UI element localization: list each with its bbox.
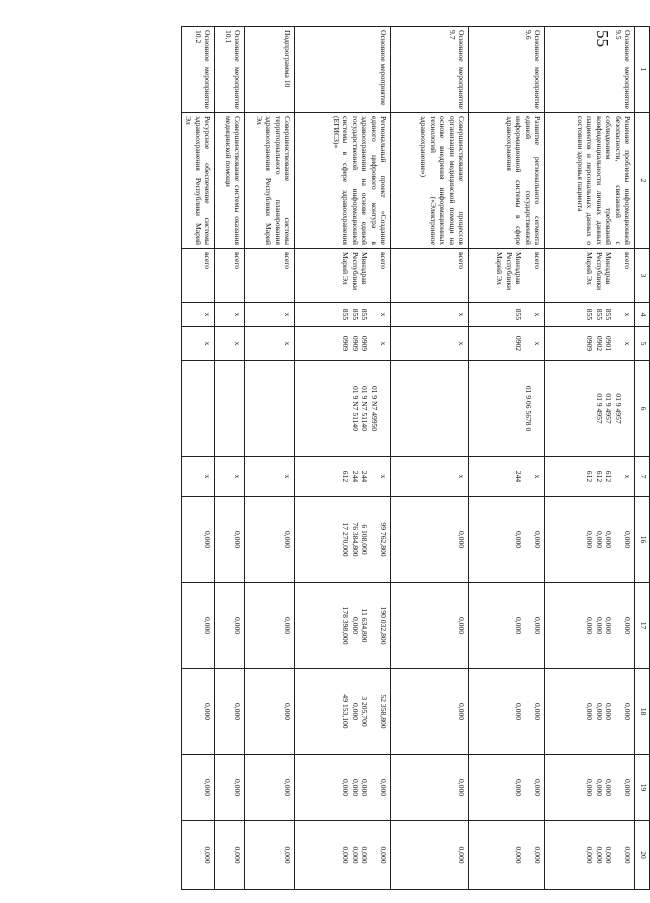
line-gap: [523, 824, 532, 886]
header-17: 17: [635, 583, 650, 669]
cell-c7-line: х: [623, 474, 632, 479]
executor-line: всего: [533, 252, 542, 270]
cell-c6-line: 01 9 4957: [594, 393, 604, 424]
cell-c7-line: х: [233, 474, 242, 479]
cell-c5: [545, 327, 635, 361]
cell-c7: [469, 457, 545, 497]
cell-c20: [215, 821, 245, 890]
cell-c4: [215, 303, 245, 327]
cell-c20-line: 0,000: [379, 846, 388, 864]
cell-c19-line: 0,000: [604, 778, 614, 797]
cell-c20: [545, 821, 635, 890]
cell-c16-line: 6 108,000: [360, 524, 370, 555]
cell-c17-line: 0,000: [514, 616, 524, 635]
row-description-cell: Совершенствование системы территориального планирования здравоохранения Республики Марий Эл: [245, 113, 295, 249]
cell-c4-line: х: [203, 312, 212, 317]
cell-c20: [295, 821, 391, 890]
line-gap: [379, 364, 388, 453]
cell-c16: [469, 497, 545, 583]
cell-c16-line: 0,000: [623, 530, 632, 549]
cell-c20-line: 0,000: [514, 846, 524, 864]
cell-c16-line: 0,000: [203, 530, 212, 549]
cell-c16: [245, 497, 295, 583]
cell-c19-line: 0,000: [514, 778, 524, 797]
line-gap: [613, 758, 622, 817]
cell-c20-line: 0,000: [533, 846, 542, 864]
cell-c18-line: 49 153,100: [341, 694, 351, 729]
cell-c6-line: 01 9 4957: [604, 393, 614, 424]
cell-c5-line: 0902: [514, 335, 524, 352]
cell-c7-line: х: [379, 474, 388, 479]
cell-c5-line: х: [283, 341, 292, 346]
cell-c5-line: х: [623, 341, 632, 346]
line-gap: [523, 330, 532, 357]
cell-c17-line: 0,000: [604, 616, 614, 635]
cell-c16: [181, 497, 214, 583]
cell-c19-line: 0,000: [360, 778, 370, 797]
cell-c19-line: 0,000: [623, 778, 632, 797]
cell-c19: [545, 755, 635, 821]
executor-cell: [545, 249, 635, 303]
cell-c5: [215, 327, 245, 361]
executor-cell: [181, 249, 214, 303]
cell-c5: [245, 327, 295, 361]
line-gap: [369, 824, 378, 886]
cell-c20: [469, 821, 545, 890]
row-label-cell: Основное мероприятие 9.5: [545, 27, 635, 113]
table-body: [181, 27, 634, 890]
row-label-cell: Основное мероприятие 10.2: [181, 27, 214, 113]
cell-c4-line: х: [283, 312, 292, 317]
executor-line: Минздрав Республики Марий Эл: [495, 252, 524, 291]
cell-c5-line: х: [233, 341, 242, 346]
cell-c5-line: 0901: [604, 335, 614, 352]
cell-c6: [469, 361, 545, 457]
header-16: 16: [635, 497, 650, 583]
table-row: [469, 27, 545, 890]
cell-c17-line: 0,000: [350, 616, 360, 635]
cell-c16-line: 0,000: [283, 530, 292, 549]
cell-c7: [245, 457, 295, 497]
cell-c5-line: 0902: [594, 335, 604, 352]
cell-c4-line: х: [623, 312, 632, 317]
cell-c6-line: 01 9 4957: [613, 393, 623, 424]
cell-c16-line: 17 270,000: [341, 522, 351, 557]
line-gap: [613, 586, 622, 665]
row-label-cell: Основное мероприятие 10.1: [215, 27, 245, 113]
cell-c20-line: 0,000: [341, 846, 351, 864]
cell-c16-line: 0,000: [233, 530, 242, 549]
cell-c4-line: 855: [604, 308, 614, 321]
cell-c19: [215, 755, 245, 821]
row-label-cell: Основное мероприятие: [295, 27, 391, 113]
cell-c6-line: 01 9 N7 51140: [350, 385, 360, 432]
table-row: [391, 27, 469, 890]
cell-c16-line: 0,000: [585, 530, 595, 549]
cell-c18-line: 0,000: [604, 702, 614, 721]
cell-c4-line: 855: [514, 308, 524, 321]
header-20: 20: [635, 821, 650, 890]
cell-c5-line: 0909: [341, 335, 351, 352]
cell-c18-line: 0,000: [233, 702, 242, 721]
cell-c19-line: 0,000: [585, 778, 595, 797]
line-gap: [369, 758, 378, 817]
cell-c7-line: х: [203, 474, 212, 479]
line-gap: [623, 364, 632, 453]
cell-c4: [391, 303, 469, 327]
cell-c7-line: 612: [594, 470, 604, 483]
cell-c4-line: х: [457, 312, 466, 317]
header-3: 3: [635, 249, 650, 303]
cell-c7-line: 244: [350, 470, 360, 483]
cell-c17-line: 190 032,800: [379, 606, 388, 645]
line-gap: [369, 672, 378, 751]
cell-c7-line: х: [533, 474, 542, 479]
cell-c19-line: 0,000: [457, 778, 466, 797]
cell-c18: [545, 669, 635, 755]
header-5: 5: [635, 327, 650, 361]
cell-c6-line: 01 9 N7 49950: [369, 385, 379, 432]
line-gap: [369, 330, 378, 357]
cell-c17-line: 11 634,800: [360, 608, 370, 643]
cell-c6: [295, 361, 391, 457]
executor-cell: [245, 249, 295, 303]
cell-c4-line: 855: [341, 308, 351, 321]
cell-c20-line: 0,000: [233, 846, 242, 864]
cell-c17-line: 0,000: [623, 616, 632, 635]
cell-c17-line: 178 398,000: [341, 606, 351, 645]
cell-c5-line: 0909: [360, 335, 370, 352]
cell-c6: [545, 361, 635, 457]
row-description-cell: Ресурсное обеспечение системы здравоохранения Республики Марий Эл: [181, 113, 214, 249]
line-gap: [369, 586, 378, 665]
cell-c16-line: 0,000: [533, 530, 542, 549]
line-gap: [523, 672, 532, 751]
line-gap: [523, 586, 532, 665]
line-gap: [369, 500, 378, 579]
row-description-cell: Совершенствование системы оказания медицинской помощи: [215, 113, 245, 249]
cell-c19-line: 0,000: [379, 778, 388, 797]
line-gap: [533, 364, 542, 453]
cell-c6: [181, 361, 214, 457]
budget-table: [181, 26, 650, 890]
cell-c20-line: 0,000: [594, 846, 604, 864]
cell-c18-line: 0,000: [585, 702, 595, 721]
cell-c5-line: 0909: [350, 335, 360, 352]
cell-c18: [295, 669, 391, 755]
cell-c19-line: 0,000: [233, 778, 242, 797]
line-gap: [613, 672, 622, 751]
cell-c6: [215, 361, 245, 457]
line-gap: [523, 460, 532, 493]
cell-c7-line: 612: [341, 470, 351, 483]
executor-cell: [391, 249, 469, 303]
cell-c17-line: 0,000: [283, 616, 292, 635]
cell-c16-line: 0,000: [604, 530, 614, 549]
cell-c17: [295, 583, 391, 669]
line-gap: [613, 330, 622, 357]
cell-c16: [391, 497, 469, 583]
line-gap: [613, 460, 622, 493]
cell-c7-line: 244: [514, 470, 524, 483]
executor-cell: [469, 249, 545, 303]
header-4: 4: [635, 303, 650, 327]
executor-cell: [215, 249, 245, 303]
header-18: 18: [635, 669, 650, 755]
cell-c17-line: 0,000: [203, 616, 212, 635]
header-7: 7: [635, 457, 650, 497]
cell-c20-line: 0,000: [283, 846, 292, 864]
cell-c18-line: 0,000: [350, 702, 360, 721]
cell-c18: [391, 669, 469, 755]
cell-c4-line: х: [233, 312, 242, 317]
cell-c18-line: 0,000: [283, 702, 292, 721]
cell-c4-line: 855: [594, 308, 604, 321]
cell-c17: [245, 583, 295, 669]
cell-c7: [391, 457, 469, 497]
cell-c18-line: 0,000: [533, 702, 542, 721]
page-number: 55: [593, 30, 612, 47]
executor-line: Минздрав Республики Марий Эл: [585, 252, 614, 291]
cell-c6-line: 01 9 06 5678 0: [523, 385, 533, 432]
cell-c16-line: 0,000: [514, 530, 524, 549]
cell-c19-line: 0,000: [203, 778, 212, 797]
cell-c18: [215, 669, 245, 755]
executor-line: Минздрав Республики Марий Эл: [341, 252, 370, 291]
executor-line: всего: [623, 252, 632, 270]
row-label-cell: Подпрограмма 10: [245, 27, 295, 113]
cell-c20: [181, 821, 214, 890]
cell-c6-line: 01 9 N7 51140: [360, 385, 370, 432]
cell-c20: [245, 821, 295, 890]
cell-c20-line: 0,000: [350, 846, 360, 864]
row-description-cell: Решение проблемы информационной безопасности, связанной с соблюдением требований конфиденциальности личных данных пациентов и персональных данных о состоянии здоровья пациента: [545, 113, 635, 249]
cell-c7: [215, 457, 245, 497]
table-row: [181, 27, 214, 890]
cell-c18: [469, 669, 545, 755]
line-gap: [613, 500, 622, 579]
row-description-cell: Региональный проект «Создание единого цифрового контура в здравоохранении на основе единой государственной информационной системы в сфере здравоохранения (ЕГИСЗ)»: [295, 113, 391, 249]
cell-c20-line: 0,000: [585, 846, 595, 864]
executor-line: всего: [203, 252, 212, 270]
cell-c20-line: 0,000: [604, 846, 614, 864]
cell-c4-line: х: [379, 312, 388, 317]
executor-line: всего: [379, 252, 388, 270]
rotated-table-container: [122, 26, 650, 889]
cell-c19: [245, 755, 295, 821]
cell-c17: [215, 583, 245, 669]
cell-c18-line: 3 205,700: [360, 696, 370, 727]
cell-c4: [181, 303, 214, 327]
cell-c18: [181, 669, 214, 755]
line-gap: [523, 758, 532, 817]
cell-c4: [245, 303, 295, 327]
cell-c16: [545, 497, 635, 583]
header-19: 19: [635, 755, 650, 821]
cell-c6: [391, 361, 469, 457]
table-row: [545, 27, 635, 890]
cell-c20-line: 0,000: [360, 846, 370, 864]
cell-c18: [245, 669, 295, 755]
cell-c5-line: х: [533, 341, 542, 346]
cell-c4-line: х: [533, 312, 542, 317]
cell-c17: [181, 583, 214, 669]
row-label-cell: Основное мероприятие 9.7: [391, 27, 469, 113]
cell-c18-line: 0,000: [203, 702, 212, 721]
cell-c5-line: х: [457, 341, 466, 346]
cell-c17-line: 0,000: [594, 616, 604, 635]
cell-c5: [181, 327, 214, 361]
cell-c7: [295, 457, 391, 497]
line-gap: [613, 252, 622, 299]
cell-c16-line: 0,000: [594, 530, 604, 549]
cell-c5-line: х: [379, 341, 388, 346]
cell-c7-line: 612: [585, 470, 595, 483]
row-description-cell: Совершенствование процессов организации медицинской помощи на основе внедрения информационных технологий («Электронное здравоохранение»): [391, 113, 469, 249]
line-gap: [369, 252, 378, 299]
header-row: [635, 27, 650, 890]
row-description-cell: Развитие регионального сегмента единой государственной информационной системы в сфере здравоохранения: [469, 113, 545, 249]
cell-c16-line: 0,000: [457, 530, 466, 549]
cell-c19: [181, 755, 214, 821]
cell-c7-line: 612: [604, 470, 614, 483]
cell-c18-line: 0,000: [623, 702, 632, 721]
cell-c5-line: х: [203, 341, 212, 346]
cell-c19: [295, 755, 391, 821]
cell-c16: [295, 497, 391, 583]
cell-c5: [391, 327, 469, 361]
executor-line: всего: [283, 252, 292, 270]
cell-c20-line: 0,000: [623, 846, 632, 864]
cell-c17: [469, 583, 545, 669]
executor-cell: [295, 249, 391, 303]
cell-c19: [391, 755, 469, 821]
cell-c19-line: 0,000: [283, 778, 292, 797]
line-gap: [523, 306, 532, 323]
cell-c20-line: 0,000: [203, 846, 212, 864]
cell-c18-line: 0,000: [457, 702, 466, 721]
cell-c17-line: 0,000: [233, 616, 242, 635]
cell-c18-line: 52 358,800: [379, 694, 388, 729]
cell-c17-line: 0,000: [585, 616, 595, 635]
header-6: 6: [635, 361, 650, 457]
cell-c4: [545, 303, 635, 327]
cell-c20: [391, 821, 469, 890]
executor-line: всего: [233, 252, 242, 270]
cell-c4: [469, 303, 545, 327]
cell-c4-line: 855: [360, 308, 370, 321]
cell-c17: [545, 583, 635, 669]
cell-c16: [215, 497, 245, 583]
cell-c7-line: х: [283, 474, 292, 479]
cell-c18-line: 0,000: [514, 702, 524, 721]
cell-c17-line: 0,000: [533, 616, 542, 635]
cell-c7: [181, 457, 214, 497]
executor-line: всего: [457, 252, 466, 270]
table-row: [215, 27, 245, 890]
line-gap: [523, 252, 532, 299]
cell-c19-line: 0,000: [341, 778, 351, 797]
table-row: [295, 27, 391, 890]
cell-c19-line: 0,000: [350, 778, 360, 797]
cell-c4-line: 855: [585, 308, 595, 321]
line-gap: [523, 500, 532, 579]
cell-c5-line: 0909: [585, 335, 595, 352]
cell-c19-line: 0,000: [594, 778, 604, 797]
cell-c7-line: 244: [360, 470, 370, 483]
line-gap: [613, 306, 622, 323]
header-2: 2: [635, 113, 650, 249]
cell-c6: [245, 361, 295, 457]
line-gap: [613, 824, 622, 886]
cell-c19: [469, 755, 545, 821]
table-row: [245, 27, 295, 890]
cell-c5: [469, 327, 545, 361]
cell-c7: [545, 457, 635, 497]
cell-c16-line: 76 384,800: [350, 522, 360, 557]
cell-c5: [295, 327, 391, 361]
row-label-cell: Основное мероприятие 9.6: [469, 27, 545, 113]
cell-c4-line: 855: [350, 308, 360, 321]
line-gap: [369, 306, 378, 323]
cell-c19-line: 0,000: [533, 778, 542, 797]
cell-c18-line: 0,000: [594, 702, 604, 721]
header-1: 1: [635, 27, 650, 113]
cell-c17: [391, 583, 469, 669]
cell-c16-line: 99 762,800: [379, 522, 388, 557]
cell-c4: [295, 303, 391, 327]
cell-c17-line: 0,000: [457, 616, 466, 635]
cell-c7-line: х: [457, 474, 466, 479]
cell-c20-line: 0,000: [457, 846, 466, 864]
line-gap: [369, 460, 378, 493]
